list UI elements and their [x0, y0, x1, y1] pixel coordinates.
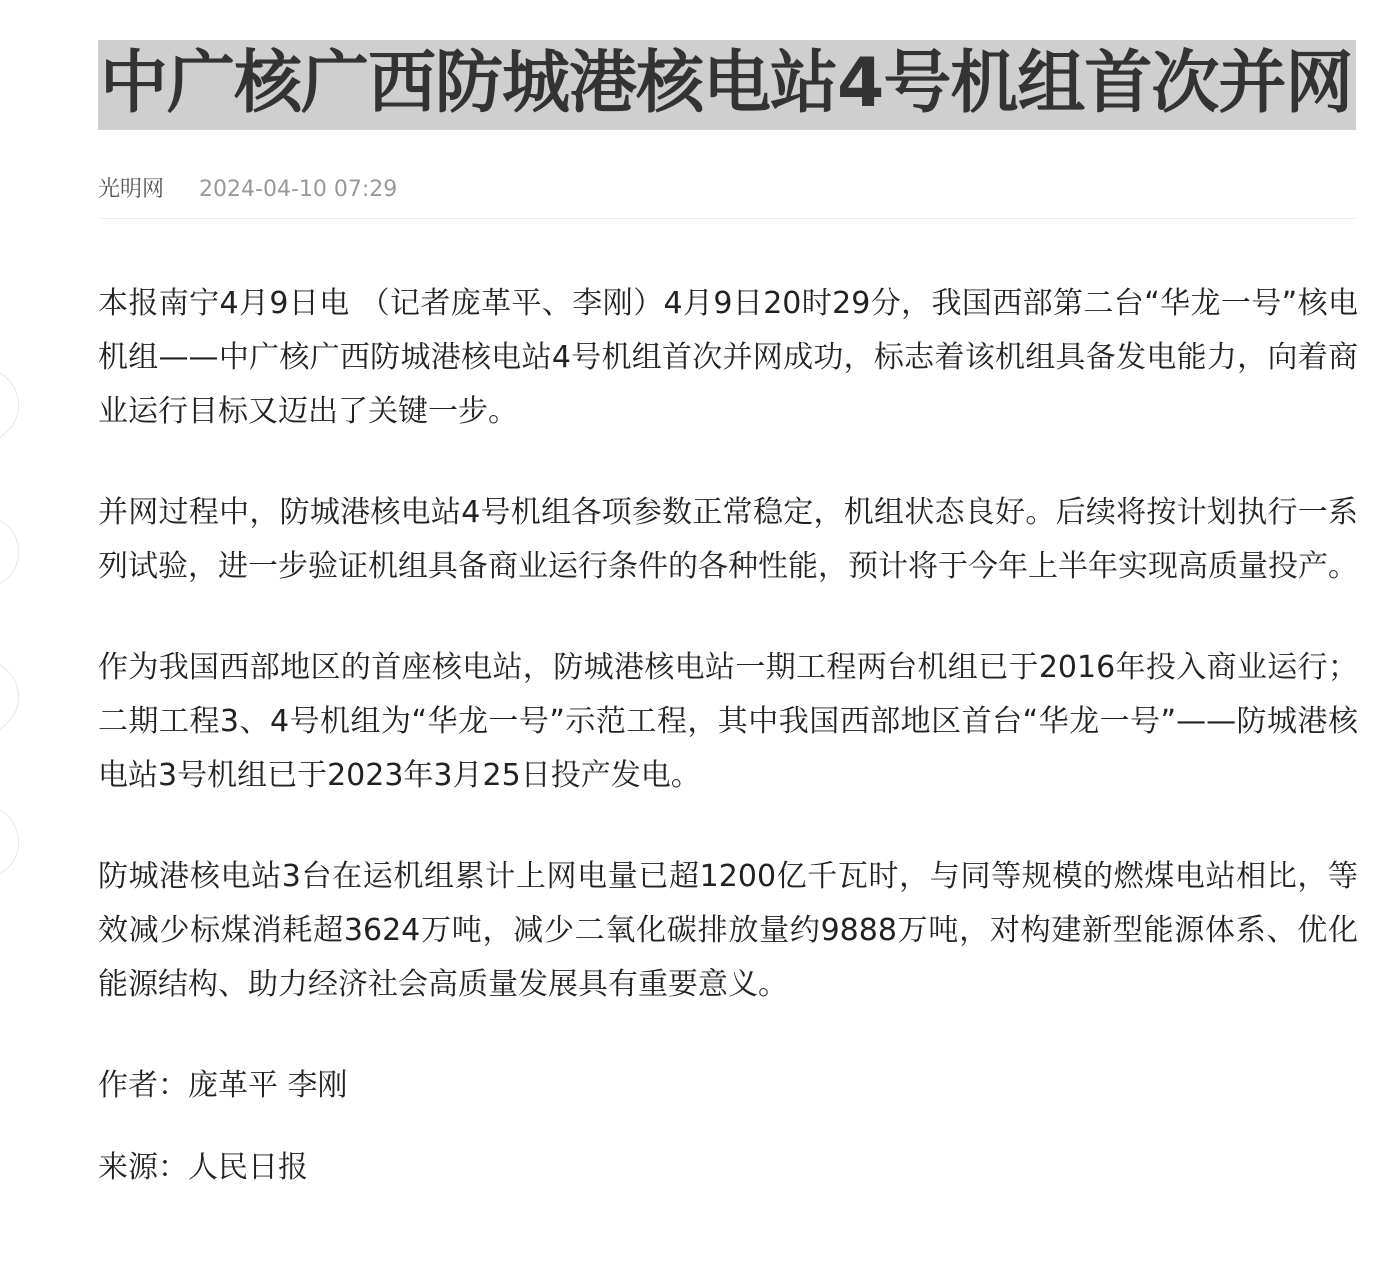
article-paragraph: 本报南宁4月9日电 （记者庞革平、李刚）4月9日20时29分，我国西部第二台“华龙一号”核电机组——中广核广西防城港核电站4号机组首次并网成功，标志着该机组具备发电能力，向着商业运行目标又迈出了关键一步。 — [98, 286, 1358, 429]
article-datetime: 2024-04-10 07:29 — [199, 177, 398, 202]
article-paragraph: 防城港核电站3台在运机组累计上网电量已超1200亿千瓦时，与同等规模的燃煤电站相比，等效减少标煤消耗超3624万吨，减少二氧化碳排放量约9888万吨，对构建新型能源体系、优化能源结构、助力经济社会高质量发展具有重要意义。 — [98, 859, 1358, 1002]
title-highlight — [98, 40, 1356, 130]
side-share-button[interactable] — [0, 368, 19, 442]
side-share-button[interactable] — [0, 515, 19, 589]
article — [98, 40, 1358, 1223]
article-author: 作者：庞革平 李刚 — [98, 1068, 348, 1103]
article-source[interactable]: 光明网 — [98, 177, 165, 202]
side-share-button[interactable] — [0, 660, 19, 734]
article-body — [98, 277, 1358, 1195]
article-meta — [98, 178, 1358, 219]
side-share-buttons — [0, 0, 30, 1279]
article-paragraph: 作为我国西部地区的首座核电站，防城港核电站一期工程两台机组已于2016年投入商业运行；二期工程3、4号机组为“华龙一号”示范工程，其中我国西部地区首台“华龙一号”——防城港核电站3号机组已于2023年3月25日投产发电。 — [98, 650, 1358, 793]
article-paragraph: 并网过程中，防城港核电站4号机组各项参数正常稳定，机组状态良好。后续将按计划执行一系列试验，进一步验证机组具备商业运行条件的各种性能，预计将于今年上半年实现高质量投产。 — [98, 495, 1358, 584]
article-title: 中广核广西防城港核电站4号机组首次并网 — [100, 44, 1353, 123]
article-origin: 来源：人民日报 — [98, 1150, 308, 1185]
side-share-button[interactable] — [0, 805, 19, 879]
